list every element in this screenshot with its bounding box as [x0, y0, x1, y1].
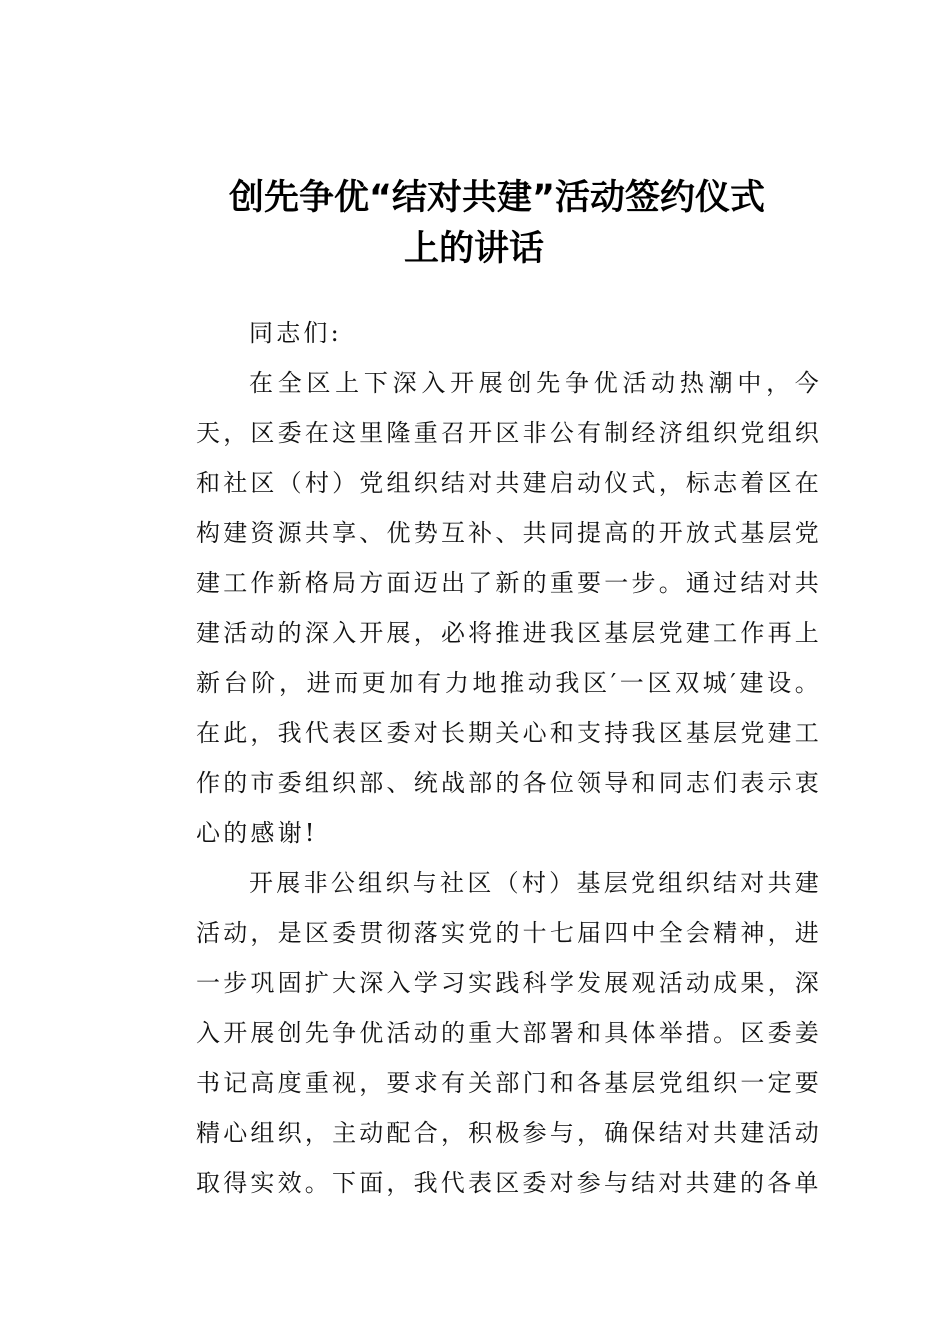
- document-body: [196, 308, 822, 1208]
- document-title-line-1: 创先争优“结对共建”活动签约仪式: [229, 178, 766, 218]
- paragraph-1: 在全区上下深入开展创先争优活动热潮中，今天，区委在这里隆重召开区非公有制经济组织党组织和社区（村）党组织结对共建启动仪式，标志着区在构建资源共享、优势互补、共同提高的开放式基层党建工作新格局方面迈出了新的重要一步。通过结对共建活动的深入开展，必将推进我区基层党建工作再上新台阶，进而更加有力地推动我区′一区双城′建设。在此，我代表区委对长期关心和支持我区基层党建工作的市委组织部、统战部的各位领导和同志们表示衷心的感谢!: [196, 369, 822, 847]
- paragraph-2: 开展非公组织与社区（村）基层党组织结对共建活动，是区委贯彻落实党的十七届四中全会精神，进一步巩固扩大深入学习实践科学发展观活动成果，深入开展创先争优活动的重大部署和具体举措。区委姜书记高度重视，要求有关部门和各基层党组织一定要精心组织，主动配合，积极参与，确保结对共建活动取得实效。下面，我代表区委对参与结对共建的各单: [196, 869, 822, 1197]
- salutation: 同志们:: [249, 319, 342, 347]
- document-title-line-2: 上的讲话: [404, 229, 545, 269]
